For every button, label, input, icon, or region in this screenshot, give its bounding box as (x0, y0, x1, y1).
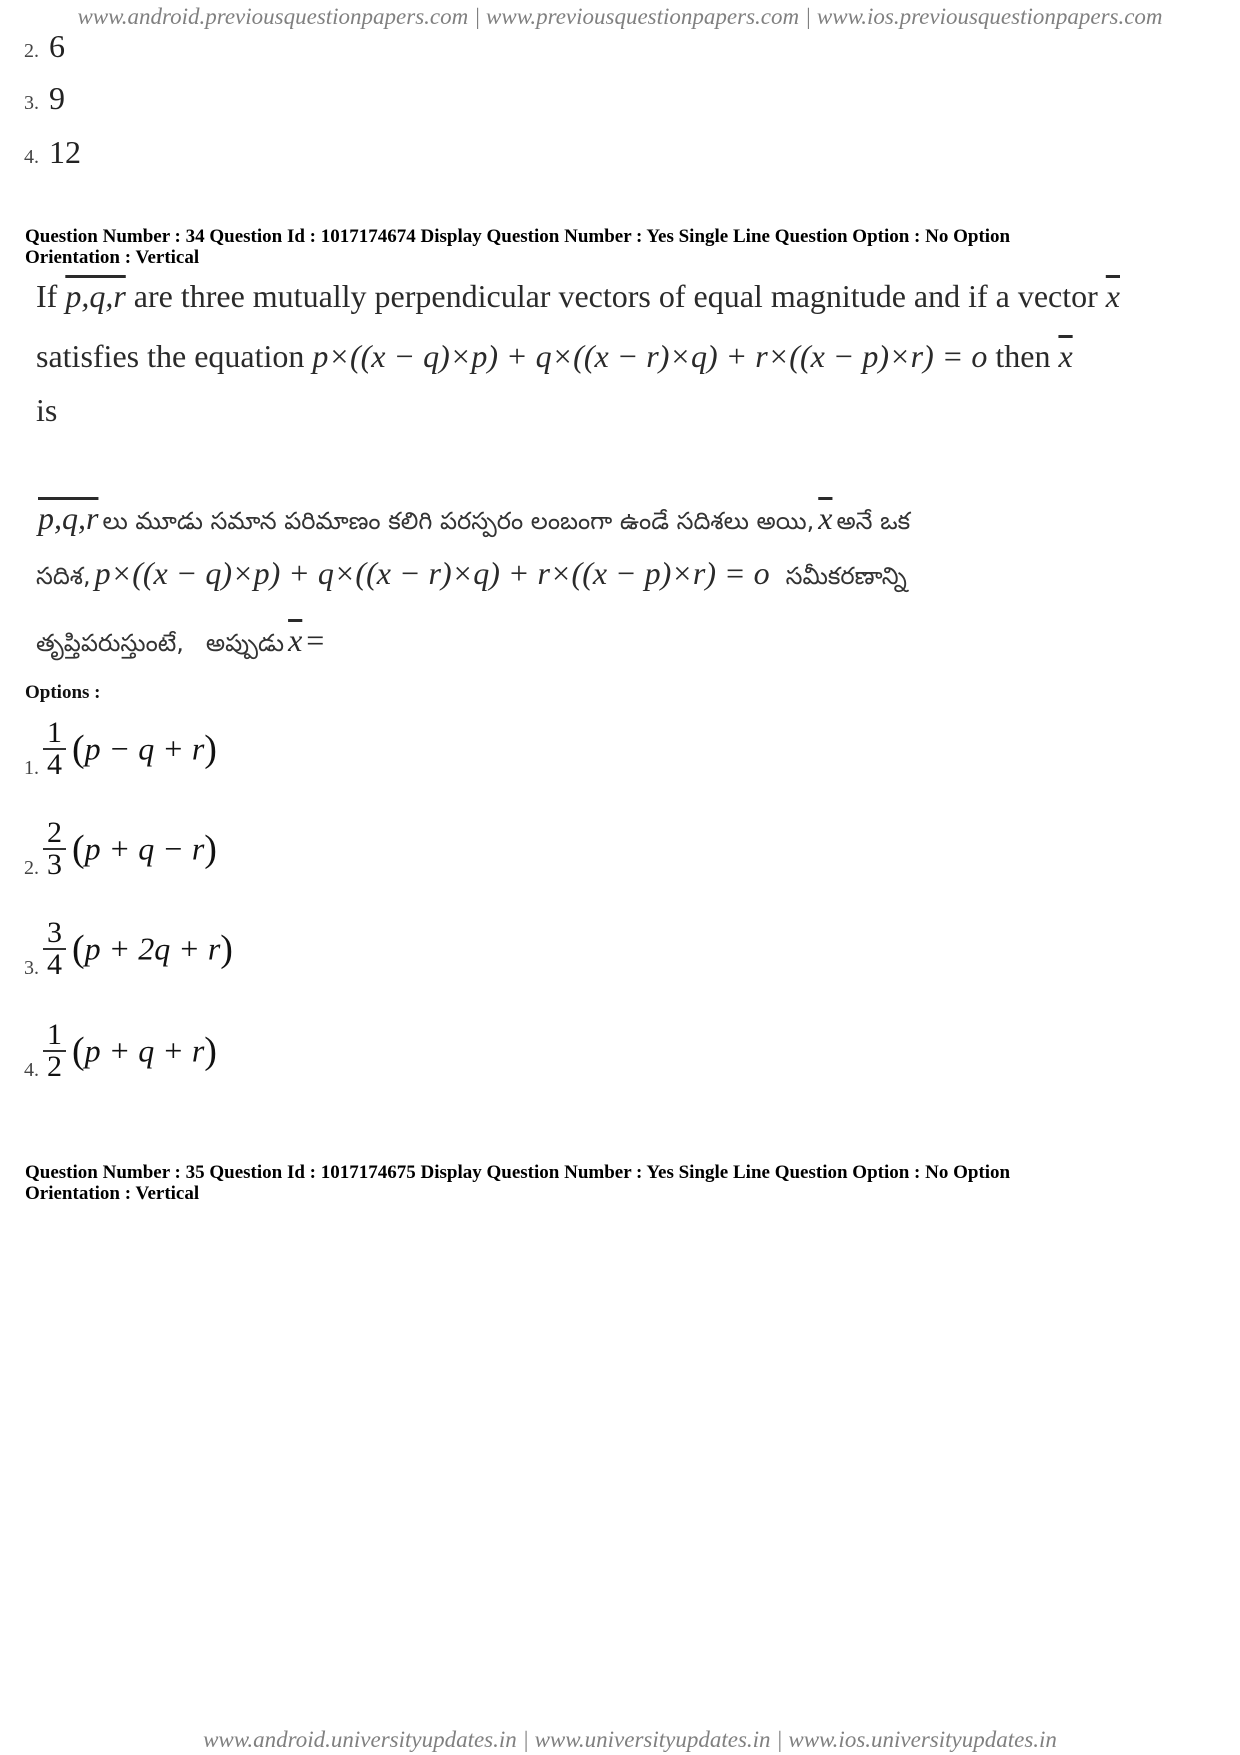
telugu-text: సదిశ, (36, 562, 91, 590)
option-number: 2. (24, 40, 39, 62)
numerator: 1 (43, 718, 66, 750)
q34-en-line3 (36, 392, 57, 429)
option-1[interactable]: 1. $\frac{1}{4}$ (p − q + r) (24, 716, 217, 781)
fraction (43, 718, 66, 780)
option-value: 9 (49, 80, 65, 116)
numerator: 1 (43, 1020, 66, 1052)
text: If (36, 278, 58, 314)
vector-x: $\overline{x}$ (1105, 278, 1120, 314)
option-number: 1. (24, 757, 39, 779)
option-value: 6 (49, 28, 65, 64)
equation: p×((x − q)×p) + q×((x − r)×q) + r×((x − p)×r) = o (94, 555, 770, 591)
expression: p + q + r (84, 1032, 205, 1069)
option-3[interactable]: 3. $\frac{3}{4}$ (p + 2q + r) (24, 916, 233, 981)
numerator: 2 (43, 818, 66, 850)
prev-option-2 (24, 28, 65, 65)
prev-option-4 (24, 134, 81, 171)
numerator: 3 (43, 918, 66, 950)
q35-meta-line1: Question Number : 35 Question Id : 1017174675 Display Question Number : Yes Single Line Question Option : No Option (25, 1162, 1011, 1183)
q34-te-line2 (36, 555, 907, 596)
vectors-pqr: p,q,r (38, 500, 99, 536)
q34-en-line2 (36, 338, 1073, 375)
footer-watermark: www.android.universityupdates.in | www.universityupdates.in | www.ios.universityupdates.in (203, 1727, 1057, 1752)
fraction (43, 818, 66, 880)
telugu-text: లు మూడు సమాన పరిమాణం కలిగి పరస్పరం లంబంగా ఉండే సదిశలు అయి, (102, 507, 815, 535)
option-number: 4. (24, 1059, 39, 1081)
telugu-text: అప్పుడు (205, 629, 285, 657)
expression: p − q + r (84, 730, 205, 767)
vectors-pqr: p,q,r (65, 278, 126, 314)
expression: p + 2q + r (84, 930, 221, 967)
q34-en-line1 (36, 278, 1120, 315)
equation: p×((x − q)×p) + q×((x − r)×q) + r×((x − p)×r) = o (312, 338, 988, 374)
telugu-text: తృప్తిపరుస్తుంటే, (36, 629, 184, 657)
denominator: 4 (47, 948, 62, 981)
expression: p + q − r (84, 830, 205, 867)
q34-te-line3 (36, 622, 324, 663)
options-label: Options : (25, 682, 101, 703)
telugu-text: అనే ఒక (836, 507, 911, 535)
equals-sign: = (306, 622, 325, 658)
denominator: 4 (47, 748, 62, 781)
text: are three mutually perpendicular vectors of equal magnitude and if a vector (133, 278, 1098, 314)
telugu-text: సమీకరణాన్ని (785, 562, 907, 590)
q35-meta-line2: Orientation : Vertical (25, 1183, 200, 1204)
option-4[interactable]: 4. $\frac{1}{2}$ (p + q + r) (24, 1018, 217, 1083)
denominator: 3 (47, 848, 62, 881)
option-number: 4. (24, 146, 39, 168)
denominator: 2 (47, 1050, 62, 1083)
fraction (43, 918, 66, 980)
text: is (36, 392, 58, 428)
vector-x: $\overline{x}$ (288, 622, 303, 658)
q35-meta (25, 1162, 1010, 1204)
option-value: 12 (49, 134, 81, 170)
header-watermark: www.android.previousquestionpapers.com | www.previousquestionpapers.com | www.ios.previousquestionpapers.com (77, 4, 1163, 29)
option-2[interactable]: 2. $\frac{2}{3}$ (p + q − r) (24, 816, 217, 881)
option-number: 3. (24, 92, 39, 114)
q34-meta-line1: Question Number : 34 Question Id : 1017174674 Display Question Number : Yes Single Line Question Option : No Option (25, 226, 1011, 247)
fraction (43, 1020, 66, 1082)
q34-meta (25, 226, 1010, 268)
vector-x: $\overline{x}$ (818, 500, 833, 536)
q34-te-line1 (38, 500, 910, 541)
text: then (995, 338, 1051, 374)
text: satisfies the equation (36, 338, 305, 374)
option-number: 2. (24, 857, 39, 879)
vector-x: $\overline{x}$ (1058, 338, 1073, 374)
q34-meta-line2: Orientation : Vertical (25, 247, 200, 268)
option-number: 3. (24, 957, 39, 979)
prev-option-3 (24, 80, 65, 117)
